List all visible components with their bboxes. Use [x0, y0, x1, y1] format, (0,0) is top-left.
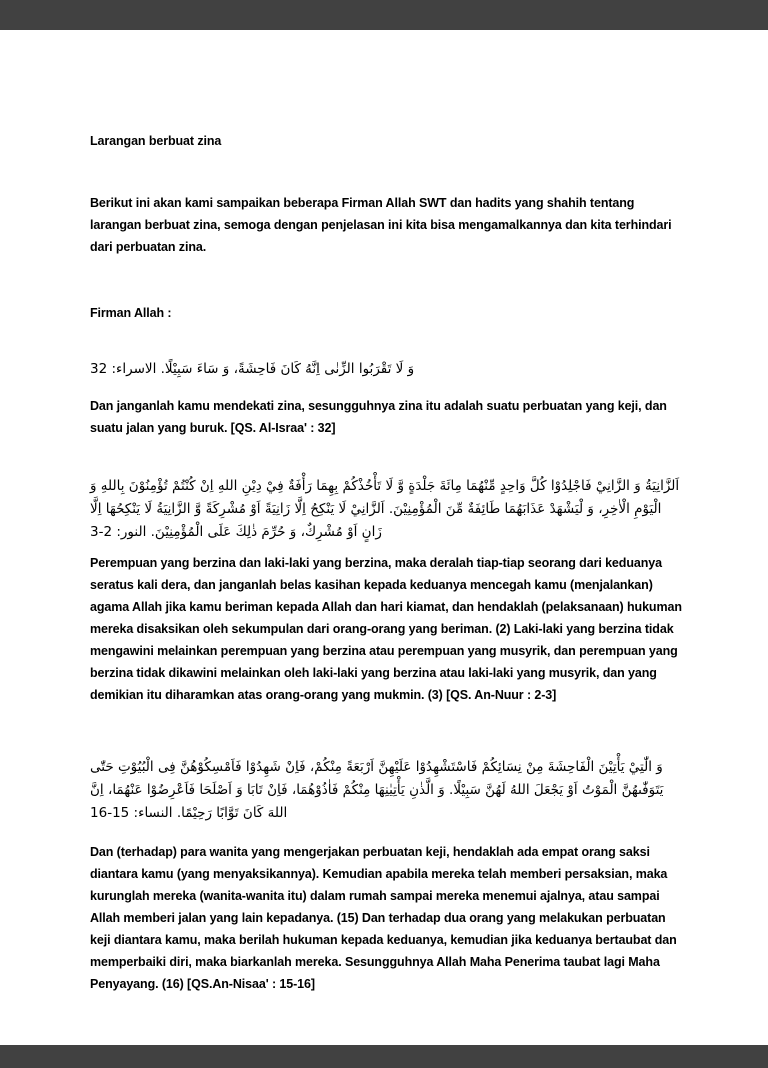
- arabic-verse-an-nuur-2-3: اَلزَّانِيَةُ وَ الزَّانِيْ فَاجْلِدُوْا كُلَّ وَاحِدٍ مِّنْهُمَا مِائَةَ جَلْدَةٍ وَّ لَا تَأْخُذْكُمْ بِهِمَا رَأْفَةٌ فِيْ دِيْنِ اللهِ اِنْ كُنْتُمْ تُؤْمِنُوْنَ بِاللهِ وَ الْيَوْمِ الْاٰخِرِ، وَ لْيَشْهَدْ عَذَابَهُمَا طَائِفَةٌ مِّنَ الْمُؤْمِنِيْنَ. اَلزَّانِيْ لَا يَنْكِحُ اِلَّا زَانِيَةً اَوْ مُشْرِكَةً وَّ الزَّانِيَةُ لَا يَنْكِحُهَا اِلَّا زَانٍ اَوْ مُشْرِكٌ، وَ حُرِّمَ ذٰلِكَ عَلَى الْمُؤْمِنِيْنَ. النور: 2-3: [90, 478, 680, 540]
- translation-al-israa-32: Dan janganlah kamu mendekati zina, sesungguhnya zina itu adalah suatu perbuatan yang keji, dan suatu jalan yang buruk. [QS. Al-Israa' : 32]: [90, 399, 667, 435]
- translation-an-nuur-2-3: Perempuan yang berzina dan laki-laki yang berzina, maka deralah tiap-tiap seorang dari keduanya seratus kali dera, dan janganlah belas kasihan kepada keduanya mencegah kamu (menjalankan) agama Allah jika kamu beriman kepada Allah dan hari kiamat, dan hendaklah (pelaksanaan) hukuman mereka disaksikan oleh sekumpulan dari orang-orang yang beriman. (2) Laki-laki yang berzina tidak mengawini melainkan perempuan yang berzina atau perempuan yang musyrik, dan perempuan yang berzina tidak dikawini melainkan oleh laki-laki yang berzina atau laki-laki yang musyrik, dan yang demikian itu diharamkan atas orang-orang yang mukmin. (3) [QS. An-Nuur : 2-3]: [90, 556, 682, 702]
- intro-paragraph: Berikut ini akan kami sampaikan beberapa Firman Allah SWT dan hadits yang shahih tentang larangan berbuat zina, semoga dengan penjelasan ini kita bisa mengamalkannya dan kita terhindari dari perbuatan zina.: [90, 196, 672, 254]
- section-heading-firman-allah: Firman Allah :: [90, 306, 172, 320]
- document-title: Larangan berbuat zina: [90, 134, 222, 148]
- translation-an-nisaa-15-16: Dan (terhadap) para wanita yang mengerjakan perbuatan keji, hendaklah ada empat orang saksi diantara kamu (yang menyaksikannya). Kemudian apabila mereka telah memberi persaksian, maka kurunglah mereka (wanita-wanita itu) dalam rumah sampai mereka menemui ajalnya, atau sampai Allah memberi jalan yang lain kepadanya. (15) Dan terhadap dua orang yang melakukan perbuatan keji diantara kamu, maka berilah hukuman kepada keduanya, kemudian jika keduanya bertaubat dan memperbaiki diri, maka biarkanlah mereka. Sesungguhnya Allah Maha Penerima taubat lagi Maha Penyayang. (16) [QS.An-Nisaa' : 15-16]: [90, 845, 677, 991]
- document-page: [0, 30, 768, 1045]
- arabic-verse-an-nisaa-15-16: وَ الّٰتِيْ يَأْتِيْنَ الْفَاحِشَةَ مِنْ نِسَائِكُمْ فَاسْتَشْهِدُوْا عَلَيْهِنَّ اَرْبَعَةً مِنْكُمْ، فَاِنْ شَهِدُوْا فَاَمْسِكُوْهُنَّ فِى الْبُيُوْتِ حَتّٰى يَتَوَفّٰىهُنَّ الْمَوْتُ اَوْ يَجْعَلَ اللهُ لَهُنَّ سَبِيْلًا. وَ الَّذٰنِ يَأْتِيٰنِهَا مِنْكُمْ فَاٰذُوْهُمَا، فَاِنْ تَابَا وَ اَصْلَحَا فَاَعْرِضُوْا عَنْهُمَا، اِنَّ اللهَ كَانَ تَوَّابًا رَحِيْمًا. النساء: 15-16: [90, 759, 664, 821]
- arabic-verse-al-israa-32: وَ لَا تَقْرَبُوا الزِّنٰى اِنَّهُ كَانَ فَاحِشَةً، وَ سَاءَ سَبِيْلًا. الاسراء: 32: [90, 361, 415, 377]
